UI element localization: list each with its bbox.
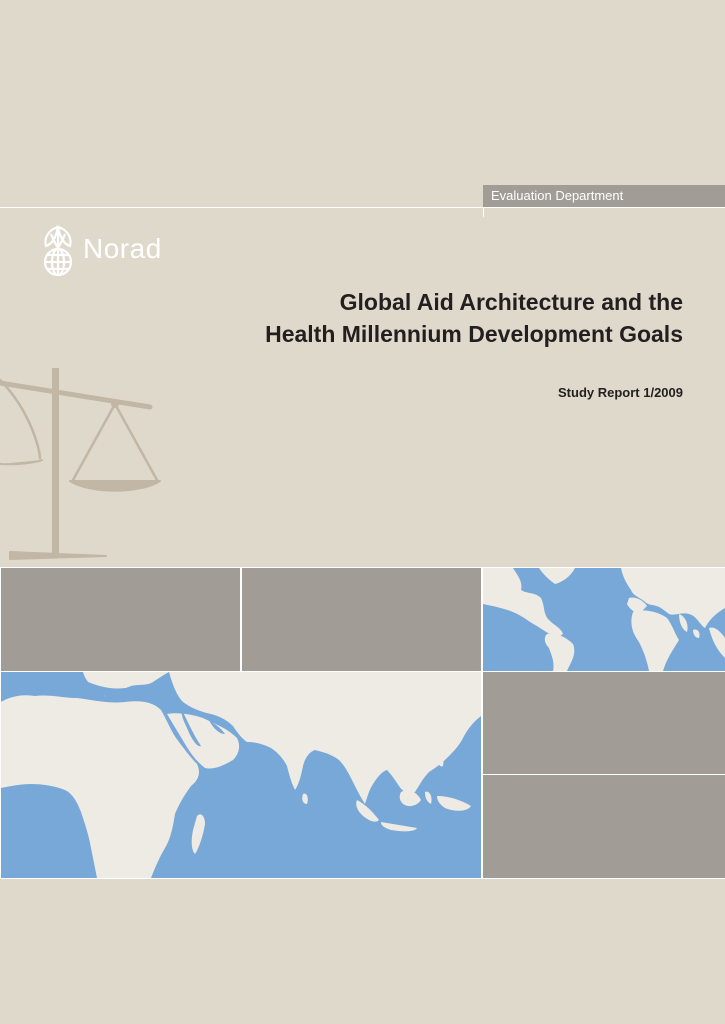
- department-divider: [483, 207, 484, 217]
- balance-scale-icon: [0, 360, 170, 565]
- world-map-large: [1, 672, 481, 878]
- norad-leaf-globe-icon: [40, 224, 76, 278]
- grey-panel-3: [483, 672, 725, 774]
- department-label: Evaluation Department: [483, 185, 725, 207]
- grey-panel-2: [242, 568, 481, 671]
- report-number: Study Report 1/2009: [558, 385, 683, 400]
- title-line-1: Global Aid Architecture and the: [339, 289, 683, 315]
- brand-name: Norad: [83, 233, 162, 264]
- panel-grid: [0, 567, 725, 879]
- grey-panel-4: [483, 775, 725, 878]
- report-title: [123, 286, 683, 350]
- grey-panel-1: [1, 568, 240, 671]
- header-rule: [0, 207, 725, 208]
- world-map-small: [483, 568, 725, 671]
- title-line-2: Health Millennium Development Goals: [265, 321, 683, 347]
